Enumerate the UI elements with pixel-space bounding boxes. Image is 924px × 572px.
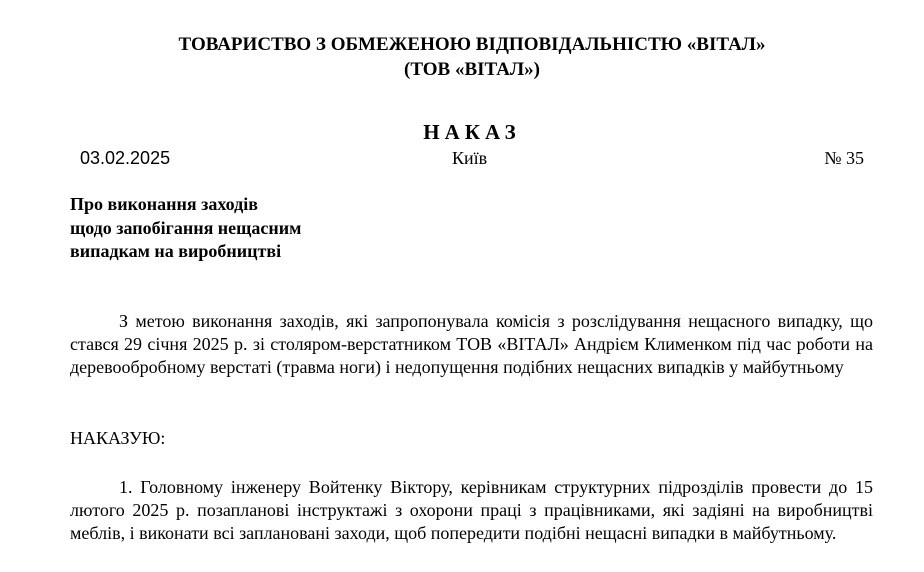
subject-line: щодо запобігання нещасним <box>70 217 302 238</box>
document-subject <box>70 193 390 264</box>
subject-line: Про виконання заходів <box>70 194 258 214</box>
document-meta-row <box>80 146 864 170</box>
document-date: 03.02.2025 <box>80 148 171 168</box>
subject-line: випадкам на виробництві <box>70 241 282 261</box>
order-item: 1. Головному інженеру Войтенку Віктору, керівникам структурних підрозділів провести до 15 лютого 2025 р. позапланові інструктажі з охорони праці з працівниками, які задіяні на виробництві меблів, і виконати всі заплановані заходи, щоб попередити подібні нещасні випадки в майбутньому. <box>70 477 873 544</box>
document-number: № 35 <box>824 148 864 168</box>
intro-paragraph: З метою виконання заходів, які запропонувала комісія з розслідування нещасного випадку, що стався 29 січня 2025 р. зі столяром-верстатником ТОВ «ВІТАЛ» Андрієм Клименком під час роботи на деревообробному верстаті (травма ноги) і недопущення подібних нещасних випадків у майбутньому <box>70 311 873 378</box>
document-title: НАКАЗ <box>423 120 521 144</box>
organization-full-name: ТОВАРИСТВО З ОБМЕЖЕНОЮ ВІДПОВІДАЛЬНІСТЮ «ВІТАЛ» <box>178 34 766 55</box>
document-city: Київ <box>452 148 488 168</box>
organization-header <box>0 32 924 82</box>
organization-short-name: (ТОВ «ВІТАЛ») <box>404 59 540 80</box>
order-heading: НАКАЗУЮ: <box>70 428 166 448</box>
